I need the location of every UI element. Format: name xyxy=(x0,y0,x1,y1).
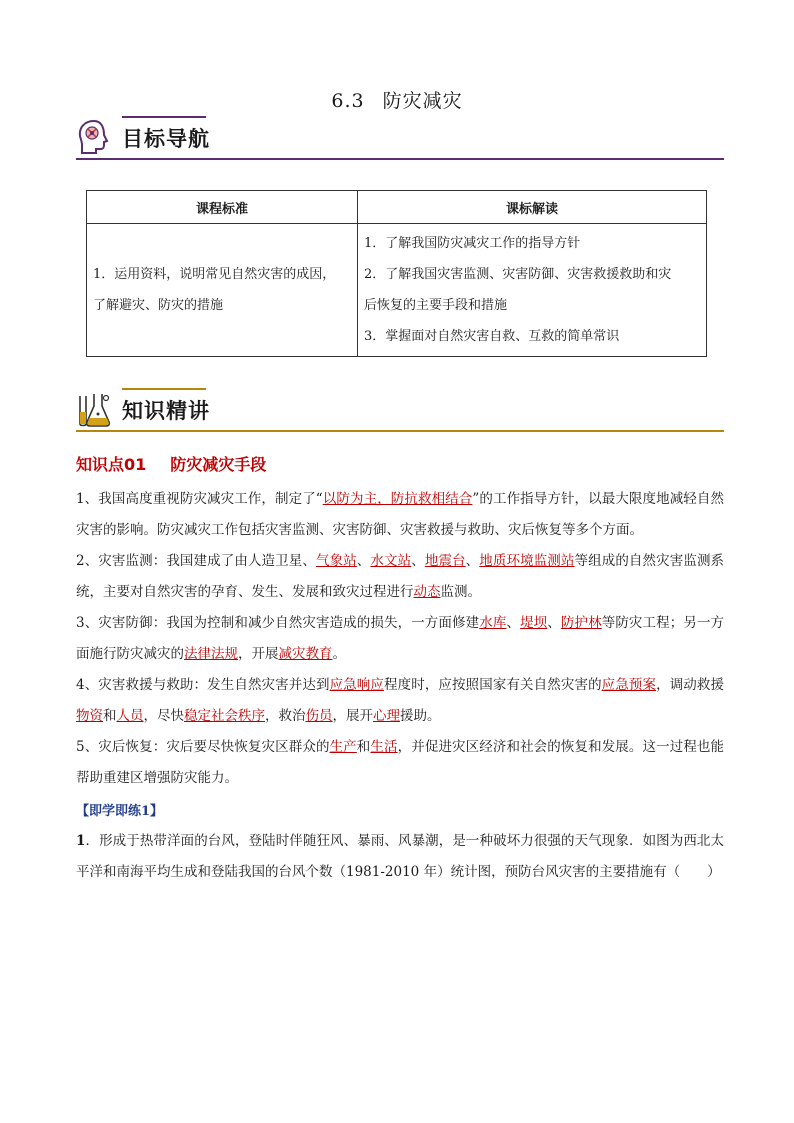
text: ，开展 xyxy=(238,646,279,662)
keyword: 人员 xyxy=(116,708,144,724)
text: 和 xyxy=(103,708,117,724)
keyword: 减灾教育 xyxy=(278,646,333,662)
standard-cell xyxy=(87,224,358,357)
keyword: 水库 xyxy=(479,615,507,631)
keyword: 堤坝 xyxy=(520,615,548,631)
text: ，展开 xyxy=(332,708,373,724)
section-knowledge-title: 知识精讲 xyxy=(122,399,210,423)
interpretation-cell xyxy=(358,224,707,357)
text: ，调动救援 xyxy=(656,677,725,693)
question-text: ．形成于热带洋面的台风，登陆时伴随狂风、暴雨、风暴潮，是一种破坏力很强的天气现象．如图为西北太平洋和南海平均生成和登陆我国的台风个数（1981-2010 年）统计图，预防台风灾害的主要措施有（ ） xyxy=(76,833,724,880)
text: 等防灾工程；另一方面施行防灾减灾的 xyxy=(76,615,725,662)
interpretation-line: 2．了解我国灾害监测、灾害防御、灾害救援救助和灾 xyxy=(364,267,672,282)
interpretation-line: 后恢复的主要手段和措施 xyxy=(364,298,508,313)
keyword: 心理 xyxy=(373,708,400,724)
section-overline xyxy=(122,388,206,390)
table-header-interpretation: 课标解读 xyxy=(358,191,707,224)
lab-flask-icon xyxy=(76,390,112,428)
keyword: 防护林 xyxy=(560,615,602,631)
keyword: 地质环境监测站 xyxy=(479,553,575,569)
text: 、 xyxy=(547,615,561,631)
keyword: 气象站 xyxy=(315,553,357,569)
keyword: 法律法规 xyxy=(184,646,238,662)
interpretation-line: 3．掌握面对自然灾害自救、互救的简单常识 xyxy=(364,329,620,344)
section-knowledge-header xyxy=(76,388,724,432)
keyword: 稳定社会秩序 xyxy=(184,708,265,724)
text: 。 xyxy=(332,646,346,662)
table-header-row xyxy=(87,191,707,224)
standard-line: 1．运用资料，说明常见自然灾害的成因， xyxy=(93,267,336,282)
knowledge-point-heading xyxy=(76,452,266,475)
keyword: 地震台 xyxy=(424,553,466,569)
section-divider xyxy=(76,158,724,160)
knowledge-point-title: 防灾减灾手段 xyxy=(170,455,267,474)
brain-head-icon xyxy=(76,118,112,156)
text: ，尽快 xyxy=(143,708,184,724)
keyword: 生活 xyxy=(370,739,398,755)
curriculum-standards-table xyxy=(86,190,707,357)
text: 4、灾害救援与救助：发生自然灾害并达到 xyxy=(76,677,330,693)
text: 和 xyxy=(356,739,371,755)
text: ”的工作指导方针，以最大限度地减轻自然灾害的影响。防灾减灾工作包括灾害监测、灾害防御、灾害救援与救助、灾后恢复等多个方面。 xyxy=(76,491,724,538)
section-goals-header xyxy=(76,116,724,160)
text: 、 xyxy=(465,553,480,569)
keyword: 应急响应 xyxy=(329,677,384,693)
table-header-standard: 课程标准 xyxy=(87,191,358,224)
practice-tag: 【即学即练1】 xyxy=(76,804,164,819)
text: ，救治 xyxy=(265,708,306,724)
text: 、 xyxy=(411,553,425,569)
text: 1、我国高度重视防灾减灾工作，制定了“ xyxy=(76,491,323,507)
section-divider xyxy=(76,430,724,432)
text: 3、灾害防御：我国为控制和减少自然灾害造成的损失，一方面修建 xyxy=(76,615,480,631)
page-title xyxy=(0,86,794,113)
paragraph-2 xyxy=(76,546,724,608)
paragraph-3 xyxy=(76,608,724,670)
keyword: 生产 xyxy=(329,739,357,755)
keyword: 应急预案 xyxy=(601,677,657,693)
section-goals-title: 目标导航 xyxy=(122,127,210,151)
text: 、 xyxy=(506,615,521,631)
title-text: 防灾减灾 xyxy=(382,90,463,112)
keyword: 以防为主，防抗救相结合 xyxy=(322,491,473,507)
keyword: 伤员 xyxy=(305,708,333,724)
keyword: 动态 xyxy=(413,584,441,600)
knowledge-point-label: 知识点01 xyxy=(76,455,147,474)
paragraph-4 xyxy=(76,670,724,732)
text: 监测。 xyxy=(440,584,481,600)
practice-question xyxy=(76,826,724,888)
text: 2、灾害监测：我国建成了由人造卫星、 xyxy=(76,553,316,569)
keyword: 物资 xyxy=(76,708,103,724)
keyword: 水文站 xyxy=(370,553,412,569)
text: 援助。 xyxy=(400,708,441,724)
title-number: 6.3 xyxy=(331,90,365,112)
text: ，并促进灾区经济和社会的恢复和发展。这一过程也能帮助重建区增强防灾能力。 xyxy=(76,739,725,786)
text: 程度时，应按照国家有关自然灾害的 xyxy=(384,677,602,693)
table-row xyxy=(87,224,707,357)
section-overline xyxy=(122,116,206,118)
standard-line: 了解避灾、防灾的措施 xyxy=(93,298,224,313)
paragraph-5 xyxy=(76,732,724,794)
text: 等组成的自然灾害监测系统，主要对自然灾害的孕育、发生、发展和致灾过程进行 xyxy=(76,553,725,600)
text: 、 xyxy=(356,553,371,569)
question-number: 1 xyxy=(76,833,86,849)
text: 5、灾后恢复：灾后要尽快恢复灾区群众的 xyxy=(76,739,330,755)
interpretation-line: 1．了解我国防灾减灾工作的指导方针 xyxy=(364,236,581,251)
paragraph-1 xyxy=(76,484,724,546)
